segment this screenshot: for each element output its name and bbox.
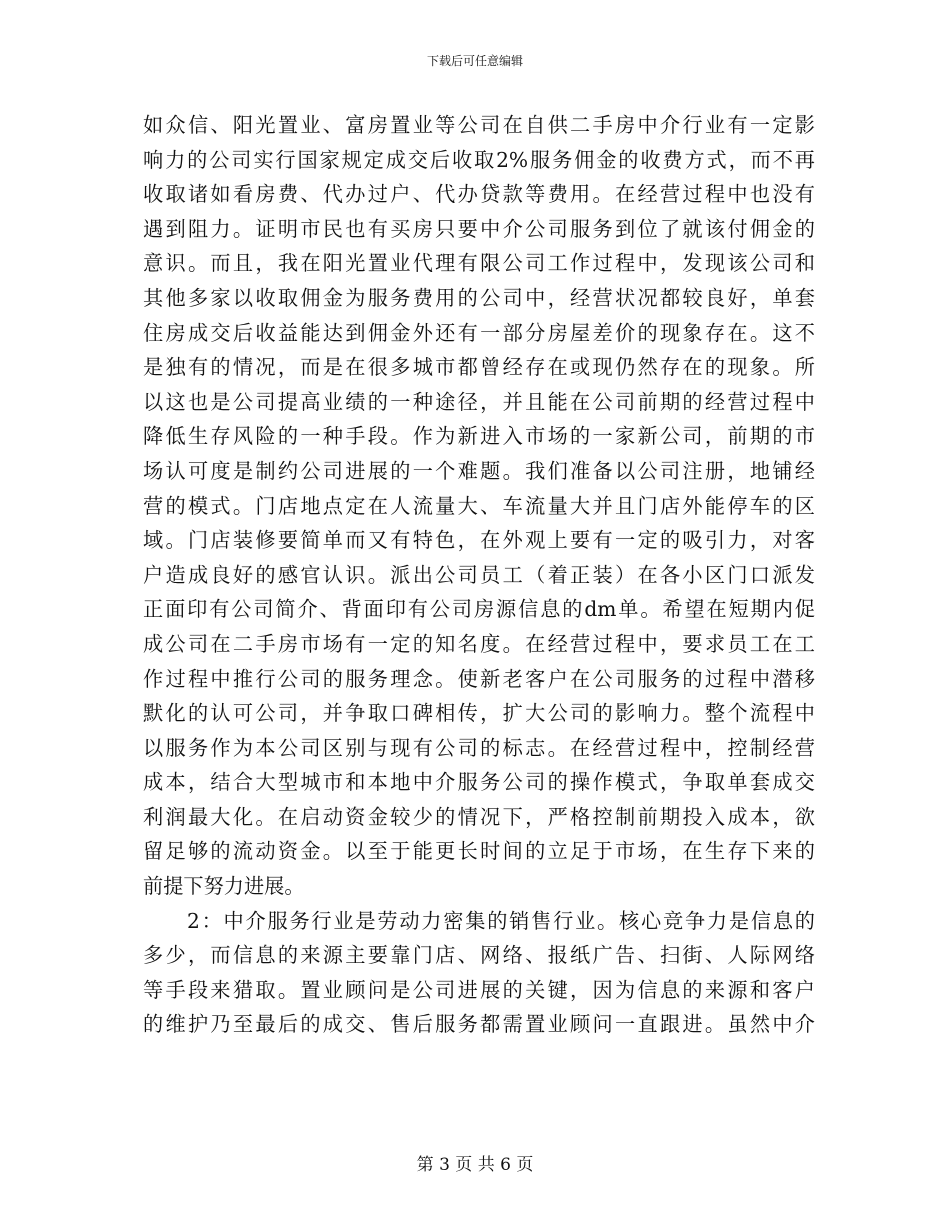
text-line: 成本，结合大型城市和本地中介服务公司的操作模式，争取单套成交 [143,770,815,795]
text-line: 响力的公司实行国家规定成交后收取2%服务佣金的收费方式，而不再 [143,147,815,172]
text-line: 营的模式。门店地点定在人流量大、车流量大并且门店外能停车的区 [143,493,815,518]
text-line: 等手段来猎取。置业顾问是公司进展的关键，因为信息的来源和客户 [143,977,815,1002]
text-line: 收取诸如看房费、代办过户、代办贷款等费用。在经营过程中也没有 [143,182,815,207]
text-line: 多少，而信息的来源主要靠门店、网络、报纸广告、扫街、人际网络 [143,943,815,968]
text-line: 场认可度是制约公司进展的一个难题。我们准备以公司注册，地铺经 [143,458,815,483]
paragraph-2 [143,904,815,1042]
text-line: 意识。而且，我在阳光置业代理有限公司工作过程中，发现该公司和 [143,251,815,276]
text-line: 前提下努力进展。 [143,874,305,899]
text-line: 以这也是公司提高业绩的一种途径，并且能在公司前期的经营过程中 [143,389,815,414]
text-line: 留足够的流动资金。以至于能更长时间的立足于市场，在生存下来的 [143,839,815,864]
text-line: 降低生存风险的一种手段。作为新进入市场的一家新公司，前期的市 [143,424,815,449]
text-line: 遇到阻力。证明市民也有买房只要中介公司服务到位了就该付佣金的 [143,216,815,241]
page-header: 下载后可任意编辑 [426,54,523,68]
document-body [143,108,815,1042]
text-line: 域。门店装修要简单而又有特色，在外观上要有一定的吸引力，对客 [143,528,815,553]
text-line: 住房成交后收益能达到佣金外还有一部分房屋差价的现象存在。这不 [143,320,815,345]
text-line: 默化的认可公司，并争取口碑相传，扩大公司的影响力。整个流程中 [143,701,815,726]
text-line: 成公司在二手房市场有一定的知名度。在经营过程中，要求员工在工 [143,631,815,656]
text-line: 以服务作为本公司区别与现有公司的标志。在经营过程中，控制经营 [143,735,815,760]
text-line: 如众信、阳光置业、富房置业等公司在自供二手房中介行业有一定影 [143,113,815,137]
text-line: 户造成良好的感官认识。派出公司员工（着正装）在各小区门口派发 [143,562,815,587]
text-line: 2：中介服务行业是劳动力密集的销售行业。核心竞争力是信息的 [143,908,815,933]
text-line: 是独有的情况，而是在很多城市都曾经存在或现仍然存在的现象。所 [143,355,815,380]
text-line: 正面印有公司简介、背面印有公司房源信息的dm单。希望在短期内促 [143,597,815,622]
page-number: 第 3 页 共 6 页 [416,1155,534,1175]
text-line: 其他多家以收取佣金为服务费用的公司中，经营状况都较良好，单套 [143,285,815,310]
text-line: 利润最大化。在启动资金较少的情况下，严格控制前期投入成本，欲 [143,804,815,829]
text-line: 作过程中推行公司的服务理念。使新老客户在公司服务的过程中潜移 [143,666,815,691]
paragraph-1 [143,108,815,904]
text-line: 的维护乃至最后的成交、售后服务都需置业顾问一直跟进。虽然中介 [143,1012,815,1037]
